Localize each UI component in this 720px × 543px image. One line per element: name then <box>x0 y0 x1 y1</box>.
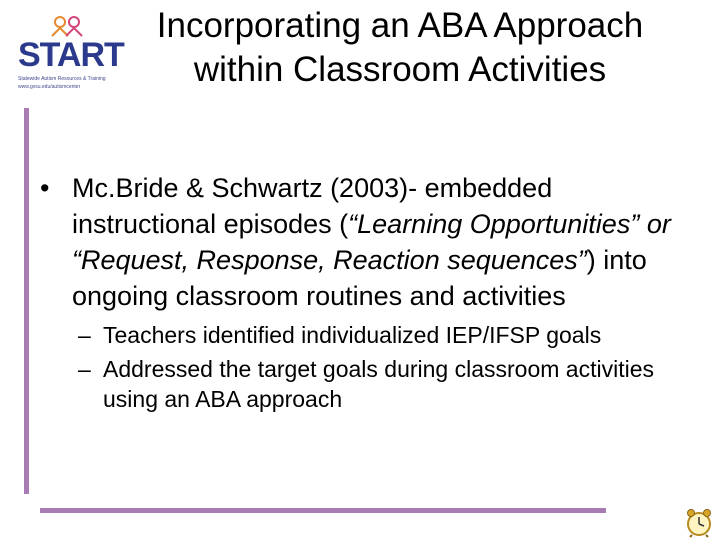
sub-bullet <box>40 354 690 414</box>
main-bullet <box>40 170 690 314</box>
left-accent-bar <box>24 108 29 494</box>
bullet-marker: • <box>40 173 50 203</box>
slide-title: Incorporating an ABA Approach within Classroom Activities <box>156 6 644 89</box>
sub-bullet-marker: – <box>78 322 91 348</box>
sub-bullet-text: Addressed the target goals during classroom activities using an ABA approach <box>103 356 655 412</box>
sub-bullet <box>40 320 690 350</box>
slide-body <box>40 170 690 414</box>
logo-url: www.gvsu.edu/autismcenter <box>18 84 81 90</box>
bottom-accent-bar <box>40 508 606 513</box>
bullet-text-lead: Mc.Bride & Schwartz (2003)- embedded instructional episodes ( <box>72 173 553 239</box>
start-logo <box>12 14 124 96</box>
logo-wordmark: START <box>18 36 124 74</box>
sub-bullet-marker: – <box>78 356 91 382</box>
sub-bullet-text: Teachers identified individualized IEP/IFSP goals <box>103 322 602 348</box>
logo-tagline: Statewide Autism Resources & Training <box>18 76 106 82</box>
bullet-text-italic: “Learning Opportunities” or “Request, Response, Reaction sequences” <box>72 209 671 275</box>
alarm-clock-icon <box>684 508 714 538</box>
bullet-text-tail: ) into ongoing classroom routines and activities <box>72 245 647 311</box>
